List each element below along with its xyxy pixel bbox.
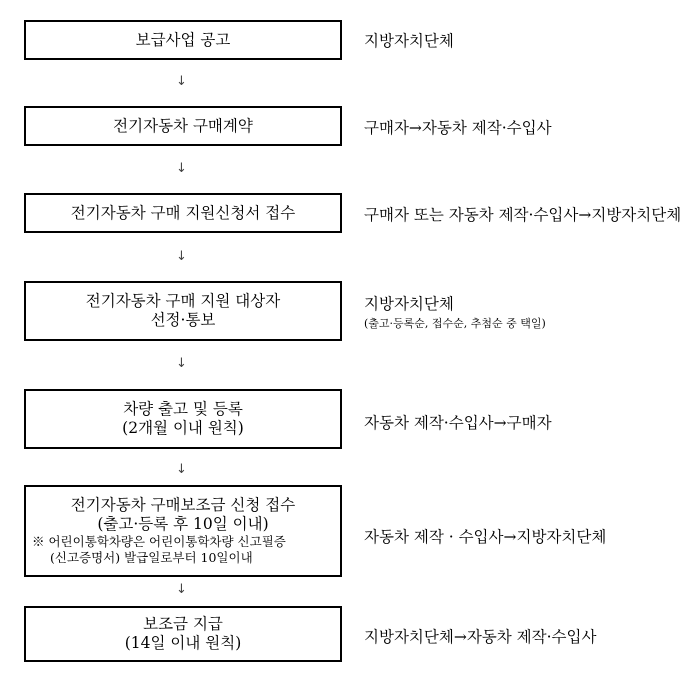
flow-arrow-6: ↓ (176, 582, 187, 597)
flow-arrow-5: ↓ (176, 462, 187, 477)
flow-arrow-1: ↓ (176, 74, 187, 89)
step-2-label: 전기자동차 구매계약 (113, 116, 253, 135)
step-6-note-line-2: (신고증명서) 발급일로부터 10일이내 (50, 550, 253, 565)
step-6-label-line-2: (출고·등록 후 10일 이내) (97, 515, 269, 533)
flow-arrow-3: ↓ (176, 249, 187, 264)
step-7-box (24, 606, 342, 662)
step-2-box (24, 106, 342, 146)
step-4-label-line-2: 선정·통보 (150, 311, 216, 329)
step-2-actor: 구매자→자동차 제작·수입사 (364, 119, 552, 137)
step-4-label-line-1: 전기자동차 구매 지원 대상자 (85, 292, 281, 310)
step-1-label: 보급사업 공고 (135, 30, 231, 49)
step-3-label: 전기자동차 구매 지원신청서 접수 (70, 203, 296, 222)
step-5-label-line-1: 차량 출고 및 등록 (123, 400, 243, 418)
step-4-actor-note: (출고·등록순, 접수순, 추첨순 중 택일) (364, 317, 546, 330)
step-7-label-line-2: (14일 이내 원칙) (124, 634, 242, 652)
step-6-box (24, 485, 342, 577)
step-5-actor: 자동차 제작·수입사→구매자 (364, 414, 552, 432)
step-5-label-line-2: (2개월 이내 원칙) (122, 419, 244, 437)
step-6-note-line-1: ※ 어린이통학차량은 어린이통학차량 신고필증 (32, 534, 286, 549)
step-7-actor: 지방자치단체→자동차 제작·수입사 (364, 628, 597, 646)
flow-arrow-2: ↓ (176, 161, 187, 176)
step-1-actor: 지방자치단체 (364, 32, 454, 50)
flow-arrow-4: ↓ (176, 356, 187, 371)
step-6-label-line-1: 전기자동차 구매보조금 신청 접수 (70, 496, 296, 514)
step-3-box (24, 193, 342, 233)
step-3-actor: 구매자 또는 자동차 제작·수입사→지방자치단체 (364, 206, 682, 224)
step-4-actor-name: 지방자치단체 (364, 295, 454, 313)
step-7-label-line-1: 보조금 지급 (143, 615, 223, 633)
step-4-actor (364, 292, 546, 331)
step-4-box (24, 281, 342, 341)
step-5-box (24, 389, 342, 449)
step-1-box (24, 20, 342, 60)
step-6-actor: 자동차 제작 · 수입사→지방자치단체 (364, 528, 607, 546)
